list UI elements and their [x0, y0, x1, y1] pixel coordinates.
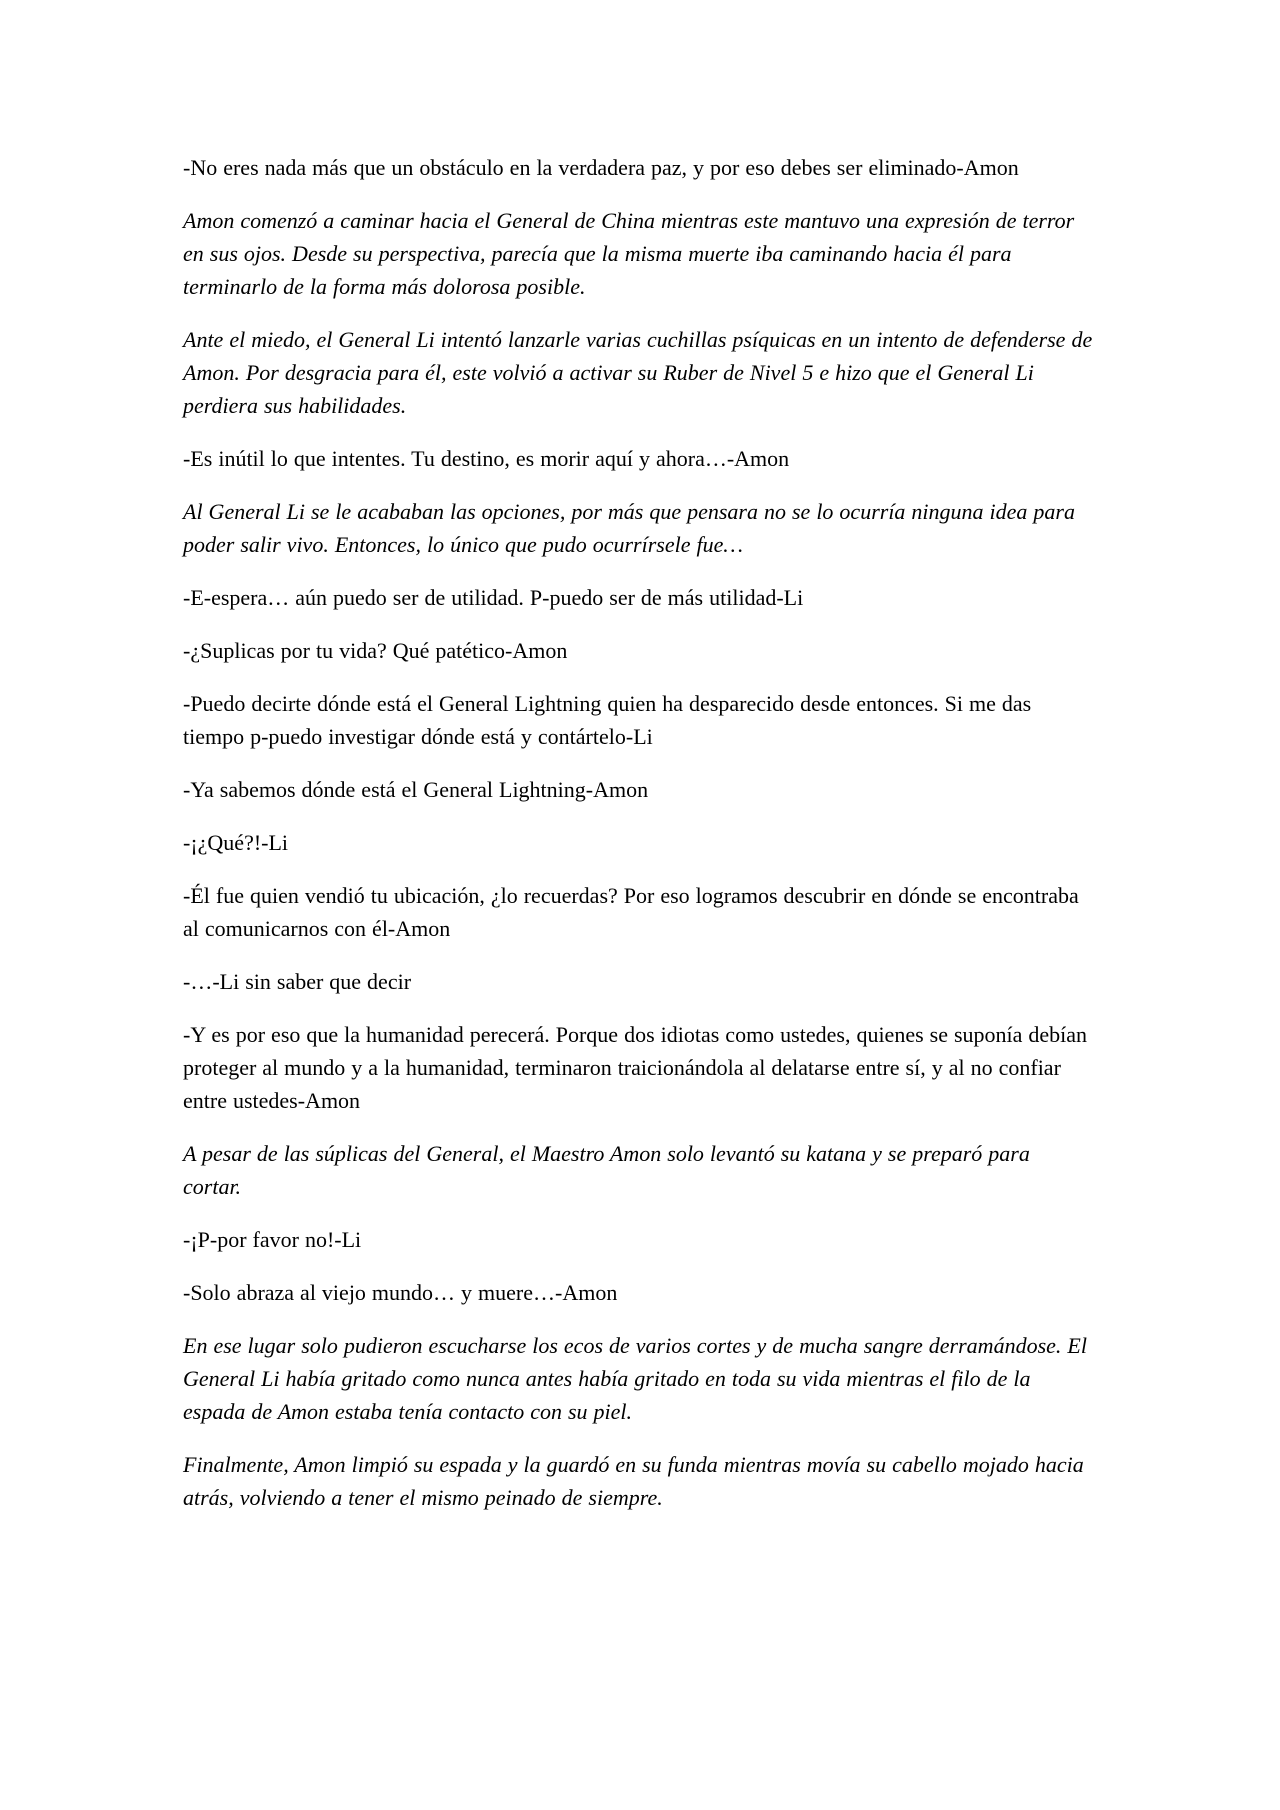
paragraph-dialogue: -¡¿Qué?!-Li — [183, 830, 289, 855]
paragraph-dialogue: -Él fue quien vendió tu ubicación, ¿lo recuerdas? Por eso logramos descubrir en dónde se encontraba al comunicarnos con él-Amon — [183, 883, 1079, 941]
paragraph-dialogue: -¿Suplicas por tu vida? Qué patético-Amon — [183, 638, 568, 663]
paragraph-narration: Al General Li se le acababan las opciones, por más que pensara no se lo ocurría ninguna idea para poder salir vivo. Entonces, lo único que pudo ocurrírsele fue… — [183, 499, 1075, 557]
paragraph-narration: Ante el miedo, el General Li intentó lanzarle varias cuchillas psíquicas en un intento de defenderse de Amon. Por desgracia para él, este volvió a activar su Ruber de Nivel 5 e hizo que el General Li perdiera sus habilidades. — [183, 327, 1093, 418]
paragraph-narration: Amon comenzó a caminar hacia el General de China mientras este mantuvo una expresión de terror en sus ojos. Desde su perspectiva, parecía que la misma muerte iba caminando hacia él para terminarlo de la forma más dolorosa posible. — [183, 208, 1075, 299]
paragraph-narration: A pesar de las súplicas del General, el Maestro Amon solo levantó su katana y se preparó para cortar. — [183, 1141, 1030, 1199]
paragraph-dialogue: -…-Li sin saber que decir — [183, 969, 412, 994]
paragraph-narration: Finalmente, Amon limpió su espada y la guardó en su funda mientras movía su cabello mojado hacia atrás, volviendo a tener el mismo peinado de siempre. — [183, 1452, 1084, 1510]
paragraph-narration: En ese lugar solo pudieron escucharse los ecos de varios cortes y de mucha sangre derramándose. El General Li había gritado como nunca antes había gritado en toda su vida mientras el filo de la espada de Amon estaba tenía contacto con su piel. — [183, 1333, 1087, 1424]
paragraph-dialogue: -Puedo decirte dónde está el General Lightning quien ha desparecido desde entonces. Si me das tiempo p-puedo investigar dónde está y contártelo-Li — [183, 691, 1032, 749]
paragraph-dialogue: -Solo abraza al viejo mundo… y muere…-Amon — [183, 1280, 618, 1305]
paragraph-dialogue: -E-espera… aún puedo ser de utilidad. P-puedo ser de más utilidad-Li — [183, 585, 804, 610]
paragraph-dialogue: -Ya sabemos dónde está el General Lightning-Amon — [183, 777, 649, 802]
paragraph-dialogue: -No eres nada más que un obstáculo en la verdadera paz, y por eso debes ser eliminado-Amon — [183, 155, 1019, 180]
paragraph-dialogue: -Y es por eso que la humanidad perecerá. Porque dos idiotas como ustedes, quienes se suponía debían proteger al mundo y a la humanidad, terminaron traicionándola al delatarse entre sí, y al no confiar entre ustedes-Amon — [183, 1022, 1088, 1113]
paragraph-dialogue: -Es inútil lo que intentes. Tu destino, es morir aquí y ahora…-Amon — [183, 446, 790, 471]
paragraph-dialogue: -¡P-por favor no!-Li — [183, 1227, 362, 1252]
